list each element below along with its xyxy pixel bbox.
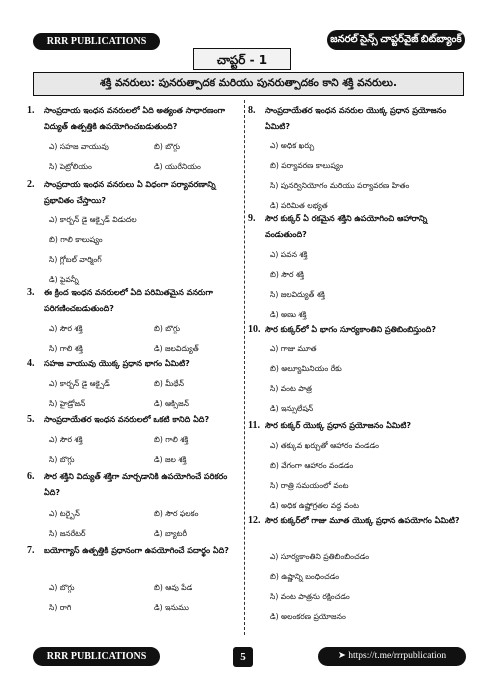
option-c: సి) గాలి శక్తి	[49, 344, 83, 353]
option-a: ఎ) పవన శక్తి	[270, 250, 308, 259]
option-b: బి) ఆవు పేడ	[154, 583, 193, 592]
page-number: 5	[233, 647, 253, 667]
option-b: బి) గాలి శక్తి	[154, 435, 189, 444]
option-b: బి) అల్యూమినియం రేకు	[270, 364, 342, 373]
option-c: సి) గ్లోబల్ వార్మింగ్	[49, 255, 102, 264]
question-text: ఈ క్రింద ఇంధన వనరులలో ఏది పరిమితమైన వనరుగా పరిగణించబడుతుంది?	[44, 288, 213, 313]
option-c: సి) జనరేటర్	[49, 529, 86, 538]
option-d: డి) పరిమిత లభ్యత	[270, 201, 328, 210]
option-c: సి) వంట పాత్రను రక్షించడం	[270, 592, 350, 601]
question-text: సౌర కుక్కర్‌లో ఏ భాగం సూర్యకాంతిని ప్రతిబింబిస్తుంది?	[265, 325, 436, 334]
option-d: డి) పైవన్నీ	[49, 275, 79, 284]
question-text: సాంప్రదాయ ఇంధన వనరులు ఏ విధంగా పర్యావరణాన్ని ప్రభావితం చేస్తాయి?	[44, 180, 216, 205]
question-text: సాంప్రదాయ ఇంధన వనరులలో ఏది అత్యంత సాధారణంగా విద్యుత్ ఉత్పత్తికి ఉపయోగించబడుతుంది?	[44, 106, 226, 131]
chapter-heading: చాప్టర్ - 1	[193, 48, 291, 70]
option-c: సి) హైడ్రోజన్	[49, 399, 86, 408]
option-b: బి) ఉష్ణాన్ని బంధించడం	[270, 572, 340, 581]
option-a: ఎ) కార్బన్ డై ఆక్సైడ్ విడుదల	[49, 215, 137, 224]
option-b: బి) సౌర శక్తి	[270, 270, 305, 279]
question-text: సౌర కుక్కర్ యొక్క ప్రధాన ప్రయోజనం ఏమిటి?	[265, 421, 412, 430]
option-a: ఎ) సౌర శక్తి	[49, 324, 83, 333]
option-b: బి) వేగంగా ఆహారం వండడం	[270, 461, 354, 470]
option-d: డి) బ్యాటరీ	[154, 529, 187, 538]
option-a: ఎ) తక్కువ ఖర్చుతో ఆహారం వండడం	[270, 441, 379, 450]
option-b: బి) బొగ్గు	[154, 142, 181, 151]
option-c: సి) జలవిద్యుత్ శక్తి	[270, 290, 325, 299]
option-c: సి) బొగ్గు	[49, 455, 75, 464]
subject-title: జనరల్ సైన్స్ చాప్టర్‌వైజ్ బిట్‌బ్యాంక్	[327, 30, 465, 50]
option-c: సి) రాగి	[49, 603, 72, 612]
option-a: ఎ) గాజు మూత	[270, 344, 317, 353]
question-number: 3.	[27, 287, 35, 298]
question-text: సాంప్రదాయేతర ఇంధన వనరుల యొక్క ప్రధాన ప్రయోజనం ఏమిటి?	[265, 106, 447, 131]
option-d: డి) ఇనుము	[154, 603, 189, 612]
question-text: సౌర కుక్కర్ ఏ రకమైన శక్తిని ఉపయోగించి ఆహారాన్ని వండుతుంది?	[265, 214, 428, 239]
question-number: 12.	[248, 515, 261, 526]
question-number: 5.	[27, 414, 35, 425]
question-number: 4.	[27, 358, 35, 369]
option-c: సి) వంట పాత్ర	[270, 384, 312, 393]
option-a: ఎ) టర్బైన్	[49, 509, 80, 518]
column-divider	[244, 100, 245, 635]
option-b: బి) గాలి కాలుష్యం	[49, 235, 103, 244]
option-a: ఎ) బొగ్గు	[49, 583, 75, 592]
question-text: సహజ వాయువు యొక్క ప్రధాన భాగం ఏమిటి?	[44, 359, 190, 368]
option-b: బి) సౌర ఫలకం	[154, 509, 199, 518]
option-d: డి) ఆక్సిజన్	[154, 399, 189, 408]
question-number: 2.	[27, 179, 35, 190]
option-d: డి) ఇన్సులేషన్	[270, 404, 314, 413]
question-number: 6.	[27, 471, 35, 482]
option-a: ఎ) అధిక ఖర్చు	[270, 141, 315, 150]
question-text: సాంప్రదాయేతర ఇంధన వనరులలో ఒకటి కానిది ఏది?	[44, 415, 210, 424]
question-number: 11.	[248, 420, 260, 431]
option-b: బి) పర్యావరణ కాలుష్యం	[270, 161, 344, 170]
question-number: 9.	[248, 213, 256, 224]
option-c: సి) పునర్వినియోగం మరియు పర్యావరణ హితం	[270, 181, 410, 190]
question-number: 8.	[248, 105, 256, 116]
option-b: బి) బొగ్గు	[154, 324, 181, 333]
telegram-icon: ➤	[337, 651, 349, 661]
option-d: డి) అణు శక్తి	[270, 310, 307, 319]
option-b: బి) మీథేన్	[154, 379, 184, 388]
question-number: 10.	[248, 324, 261, 335]
footer-publisher-label: RRR PUBLICATIONS	[33, 647, 160, 666]
telegram-link[interactable]	[318, 647, 466, 666]
question-text: బయోగ్యాస్ ఉత్పత్తికి ప్రధానంగా ఉపయోగించే పదార్థం ఏది?	[44, 546, 229, 555]
question-number: 7.	[27, 545, 35, 556]
publisher-label: RRR PUBLICATIONS	[33, 33, 160, 50]
option-a: ఎ) సహజ వాయువు	[49, 142, 109, 151]
option-c: సి) పెట్రోలియం	[49, 162, 92, 171]
question-number: 1.	[27, 105, 35, 116]
option-d: డి) జల శక్తి	[154, 455, 187, 464]
link-text: https://t.me/rrrpublication	[348, 651, 447, 661]
option-a: ఎ) సౌర శక్తి	[49, 435, 83, 444]
option-d: డి) జలవిద్యుత్	[154, 344, 199, 353]
option-d: డి) అలంకరణ ప్రయోజనం	[270, 612, 346, 621]
option-d: డి) అధిక ఉష్ణోగ్రతల వద్ద వంట	[270, 501, 360, 510]
question-text: సౌర కుక్కర్‌లో గాజు మూత యొక్క ప్రధాన ఉపయోగం ఏమిటి?	[265, 516, 460, 525]
option-a: ఎ) సూర్యకాంతిని ప్రతిబింబించడం	[270, 552, 370, 561]
option-c: సి) రాత్రి సమయంలో వంట	[270, 481, 349, 490]
topic-banner: శక్తి వనరులు: పునరుత్పాదక మరియు పునరుత్పాదకం కాని శక్తి వనరులు.	[33, 72, 464, 96]
option-d: డి) యురేనియం	[154, 162, 201, 171]
option-a: ఎ) కార్బన్ డై ఆక్సైడ్	[49, 379, 110, 388]
question-text: సౌర శక్తిని విద్యుత్ శక్తిగా మార్చడానికి ఉపయోగించే పరికరం ఏది?	[44, 472, 228, 497]
